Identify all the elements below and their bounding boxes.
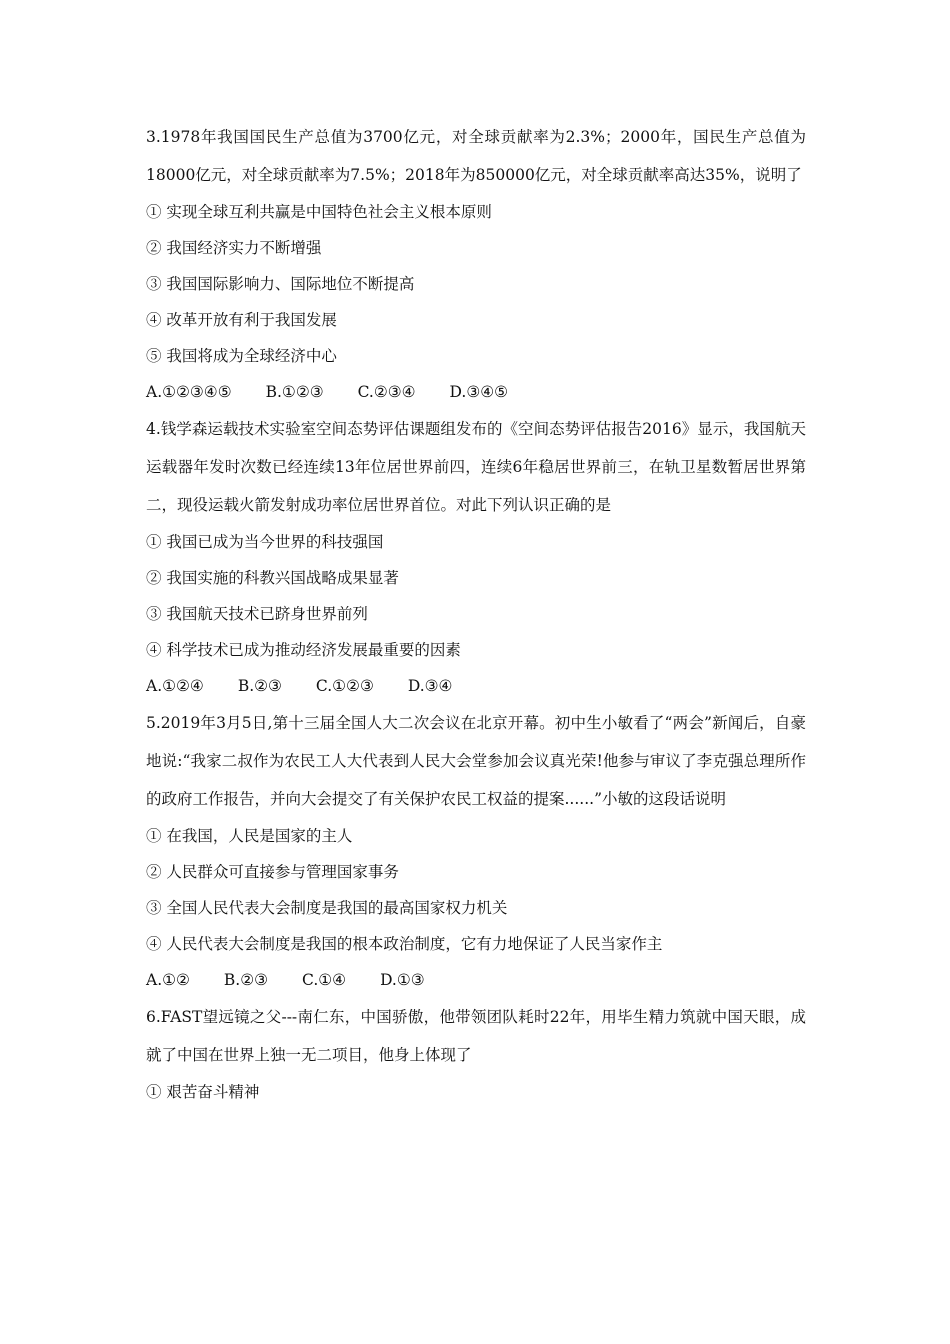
question-3 (146, 118, 806, 410)
answer-choice-b: B.①②③ (265, 383, 324, 401)
answer-choice-a: A.①② (146, 971, 190, 989)
question-stem: 6.FAST望远镜之父---南仁东，中国骄傲，他带领团队耗时22年，用毕生精力筑就中国天眼，成就了中国在世界上独一无二项目，他身上体现了 (146, 1008, 806, 1064)
question-4 (146, 410, 806, 704)
document-content (146, 118, 806, 1110)
option-item: ④ 改革开放有利于我国发展 (146, 311, 337, 329)
answer-choice-a: A.①②④ (146, 677, 204, 695)
option-item: ① 艰苦奋斗精神 (146, 1083, 260, 1101)
option-item: ④ 科学技术已成为推动经济发展最重要的因素 (146, 641, 461, 659)
answer-choice-d: D.③④ (407, 677, 453, 695)
option-item: ② 我国实施的科教兴国战略成果显著 (146, 569, 399, 587)
answer-choice-c: C.①④ (302, 971, 347, 989)
option-item: ⑤ 我国将成为全球经济中心 (146, 347, 337, 365)
answer-choice-b: B.②③ (237, 677, 282, 695)
option-item: ① 在我国，人民是国家的主人 (146, 827, 353, 845)
question-5 (146, 704, 806, 998)
option-item: ③ 我国国际影响力、国际地位不断提高 (146, 275, 415, 293)
option-item: ③ 我国航天技术已跻身世界前列 (146, 605, 368, 623)
answer-choice-c: C.②③④ (357, 383, 416, 401)
answer-choice-d: D.①③ (380, 971, 425, 989)
option-item: ② 我国经济实力不断增强 (146, 239, 322, 257)
question-stem: 3.1978年我国国民生产总值为3700亿元，对全球贡献率为2.3%；2000年，国民生产总值为18000亿元，对全球贡献率为7.5%；2018年为850000亿元，对全球贡献率高达35%，说明了 (146, 128, 806, 184)
answer-choice-c: C.①②③ (315, 677, 374, 695)
question-stem: 5.2019年3月5日,第十三届全国人大二次会议在北京开幕。初中生小敏看了“两会”新闻后，自豪地说:“我家二叔作为农民工人大代表到人民大会堂参加会议真光荣!他参与审议了李克强总理所作的政府工作报告，并向大会提交了有关保护农民工权益的提案......”小敏的这段话说明 (146, 714, 806, 808)
answer-choices (146, 668, 806, 704)
answer-choice-b: B.②③ (223, 971, 269, 989)
option-item: ③ 全国人民代表大会制度是我国的最高国家权力机关 (146, 899, 508, 917)
option-item: ① 我国已成为当今世界的科技强国 (146, 533, 384, 551)
question-stem: 4.钱学森运载技术实验室空间态势评估课题组发布的《空间态势评估报告2016》显示，我国航天运载器年发时次数已经连续13年位居世界前四，连续6年稳居世界前三，在轨卫星数暂居世界第二，现役运载火箭发射成功率位居世界首位。对此下列认识正确的是 (146, 420, 806, 514)
option-item: ② 人民群众可直接参与管理国家事务 (146, 863, 399, 881)
answer-choices (146, 374, 806, 410)
answer-choice-d: D.③④⑤ (449, 383, 509, 401)
question-6 (146, 998, 806, 1110)
option-item: ④ 人民代表大会制度是我国的根本政治制度，它有力地保证了人民当家作主 (146, 935, 663, 953)
answer-choices (146, 962, 806, 998)
option-item: ① 实现全球互利共赢是中国特色社会主义根本原则 (146, 203, 492, 221)
answer-choice-a: A.①②③④⑤ (146, 383, 232, 401)
